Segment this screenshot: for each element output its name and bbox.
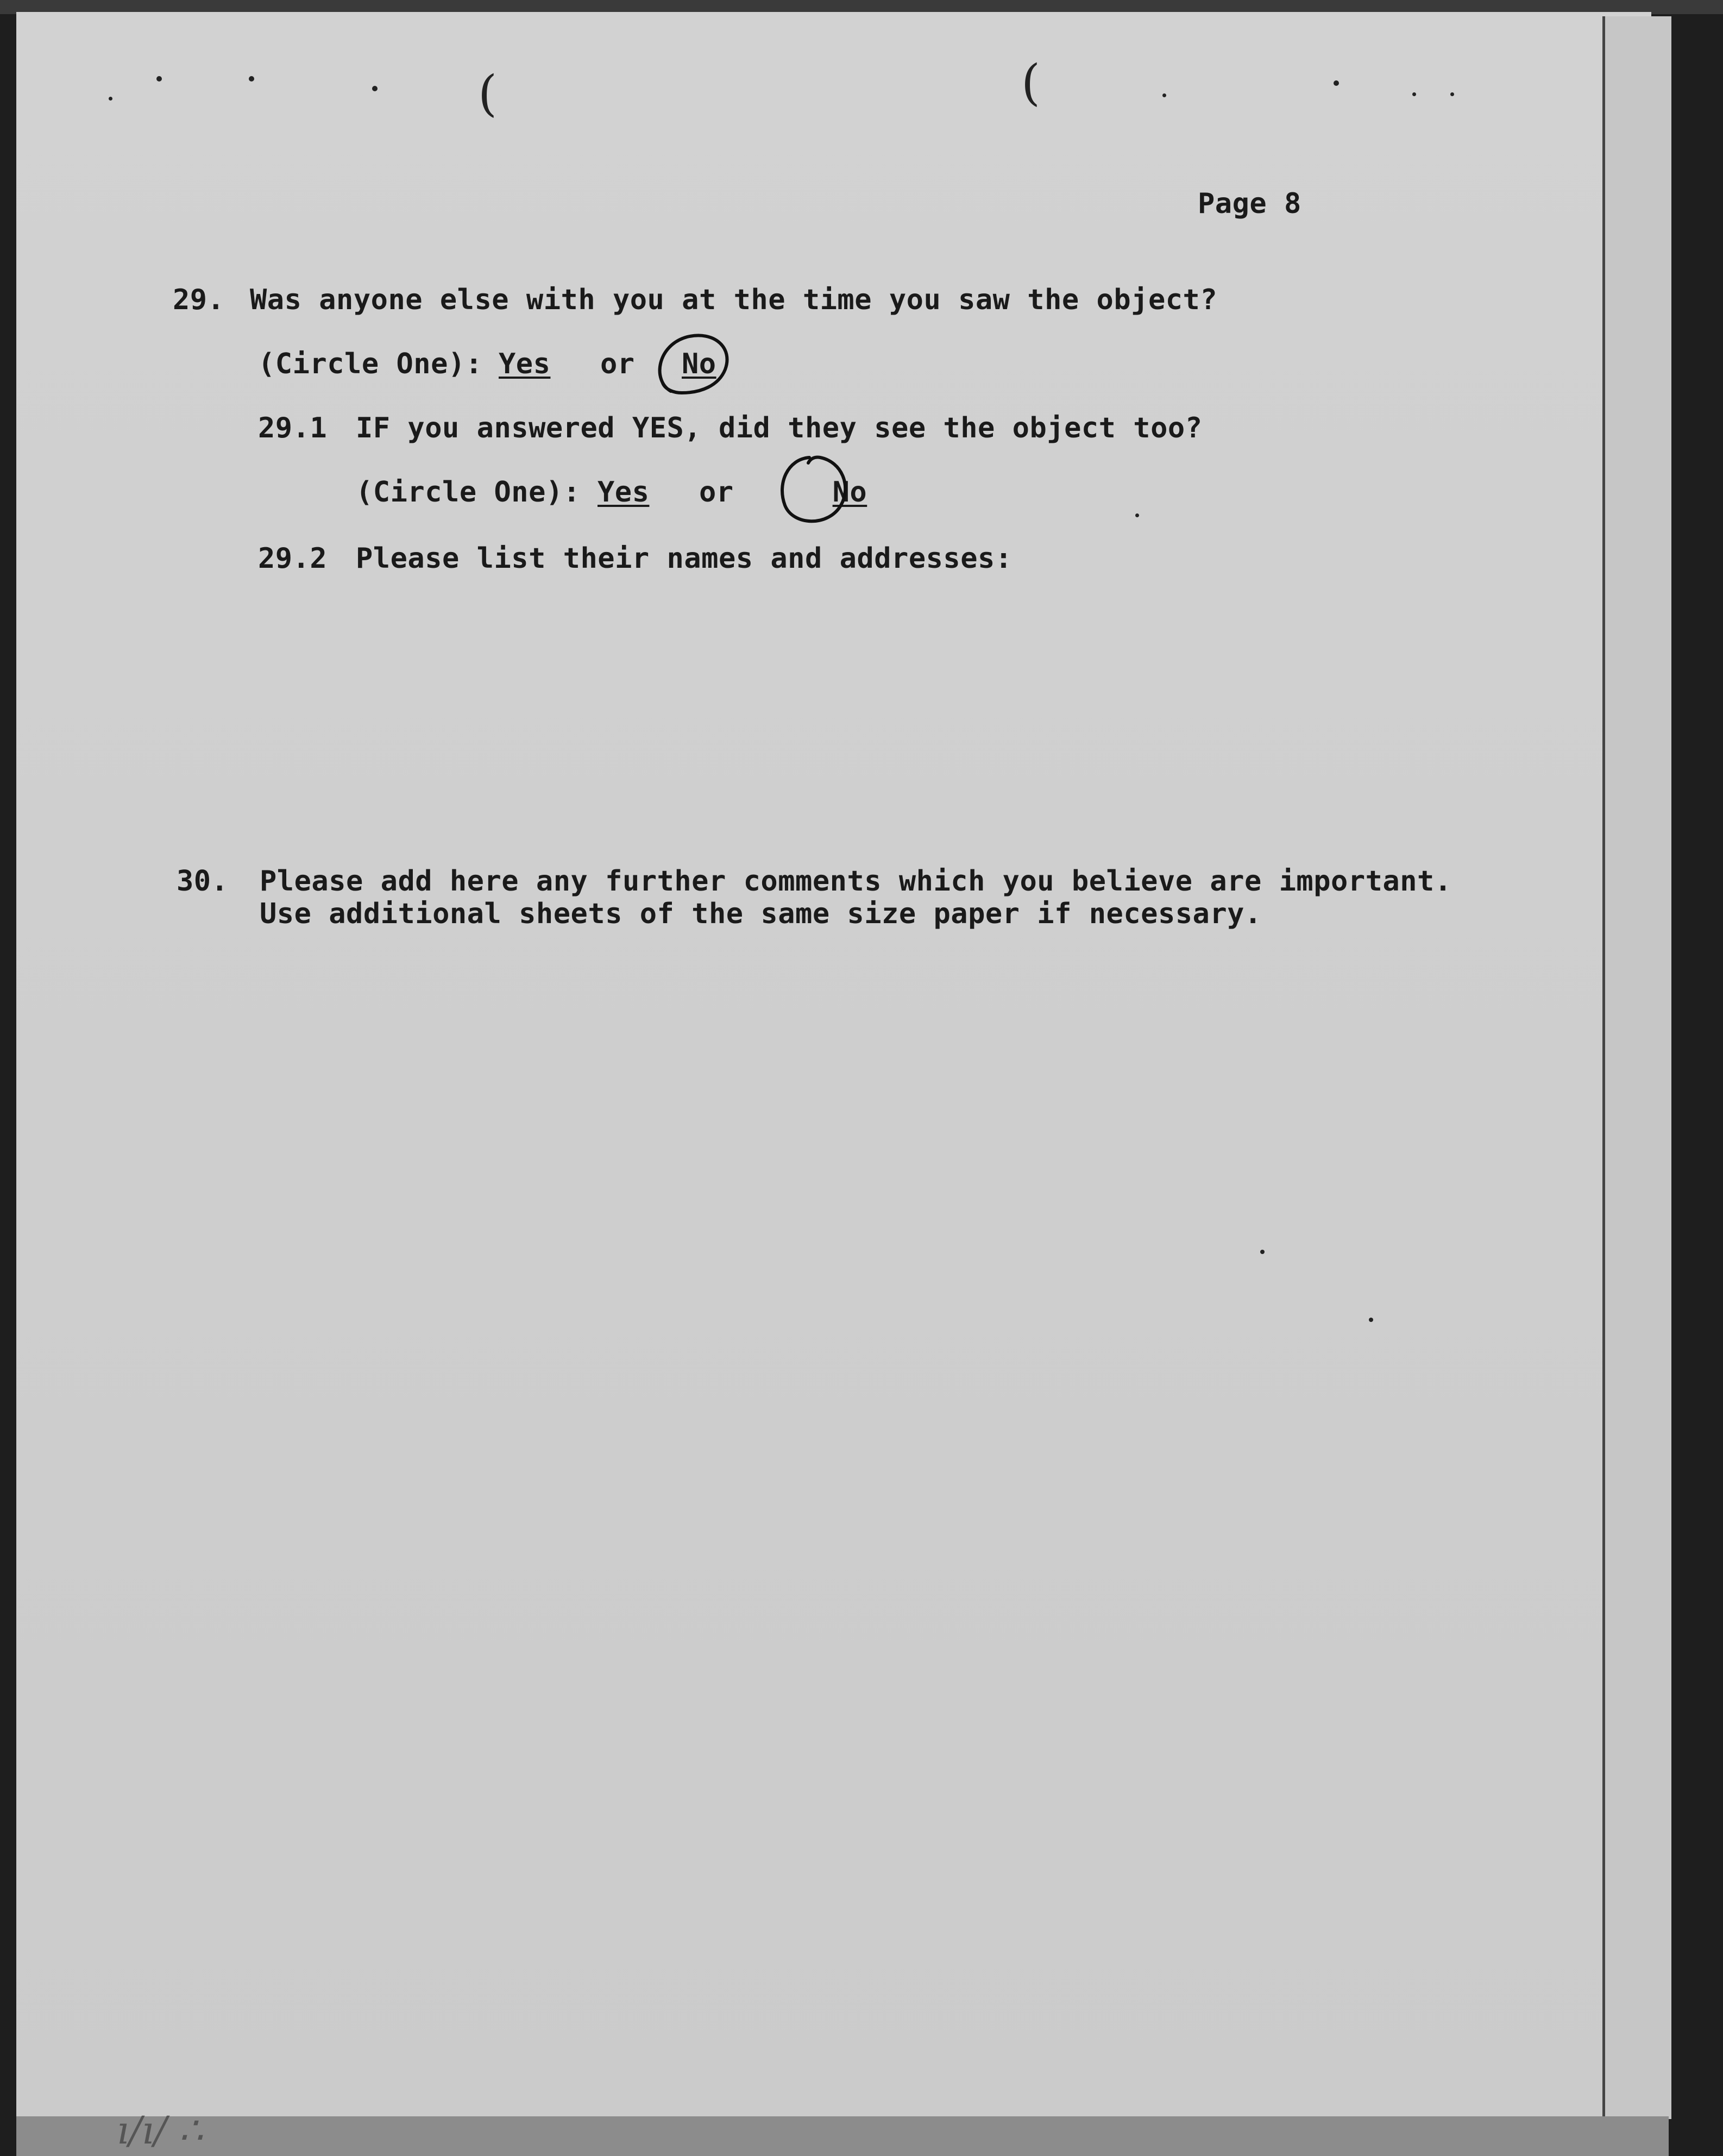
speck [109,97,112,101]
q30-line1: Please add here any further comments which you believe are important. [260,865,1452,898]
speck [249,76,254,82]
q30-number: 30. [177,865,229,898]
speck [1162,93,1166,97]
q29-or: or [600,348,635,380]
speck [1412,92,1416,96]
punch-mark: ( [478,65,498,122]
q29-no-option[interactable]: No [682,348,716,380]
q29-yes-option[interactable]: Yes [499,348,551,380]
speck [1135,513,1139,517]
page-number: Page 8 [1198,187,1301,220]
speck [1260,1250,1265,1254]
q29-1-yes-option[interactable]: Yes [598,476,650,509]
q30-line2: Use additional sheets of the same size paper if necessary. [260,898,1262,930]
q29-1-or: or [699,476,734,509]
punch-mark: ( [1021,54,1041,111]
q29-1-no-option[interactable]: No [832,476,867,509]
scan-bottom-strip [16,2116,1669,2156]
q29-1-number: 29.1 [258,412,328,444]
q29-2-question: Please list their names and addresses: [356,542,1013,575]
speck [372,86,378,91]
speck [1334,80,1339,86]
speck [1369,1318,1373,1322]
q29-2-number: 29.2 [258,542,328,575]
speck [1450,92,1454,96]
speck [156,76,162,82]
q29-prompt: (Circle One): [258,348,483,380]
q29-question: Was anyone else with you at the time you saw the object? [250,284,1218,316]
q29-number: 29. [173,284,225,316]
binding-margin [1602,16,1671,2119]
margin-scribble: ı/ı/ ∴ [117,2108,203,2153]
paper-sheet [16,12,1651,2120]
q29-1-question: IF you answered YES, did they see the object too? [356,412,1203,444]
q29-1-prompt: (Circle One): [356,476,581,509]
